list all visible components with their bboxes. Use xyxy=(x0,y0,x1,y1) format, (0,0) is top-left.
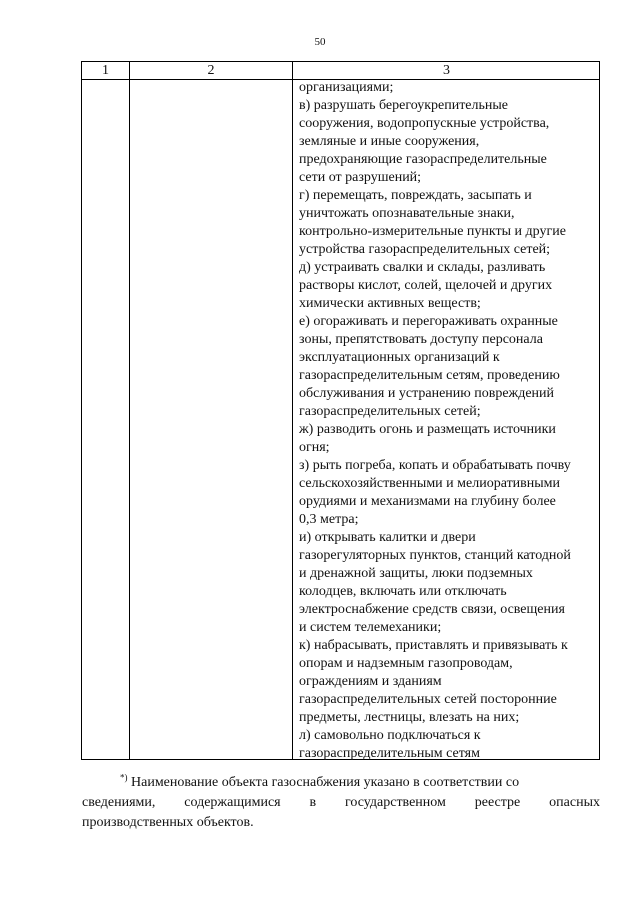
regulation-line: и дренажной защиты, люки подземных xyxy=(299,566,533,581)
regulation-line: газораспределительным сетям xyxy=(299,746,480,761)
regulation-line: ограждениям и зданиям xyxy=(299,674,442,689)
column-divider xyxy=(129,62,130,759)
regulation-line: к) набрасывать, приставлять и привязывать к xyxy=(299,638,568,653)
regulation-line: эксплуатационных организаций к xyxy=(299,350,500,365)
regulation-line: обслуживания и устранению повреждений xyxy=(299,386,555,401)
regulation-line: ж) разводить огонь и размещать источники xyxy=(299,422,556,437)
regulation-line: л) самовольно подключаться к xyxy=(299,728,481,743)
regulation-line: зоны, препятствовать доступу персонала xyxy=(299,332,543,347)
regulation-line: газораспределительных сетей посторонние xyxy=(299,692,557,707)
footnote-marker: *) xyxy=(120,772,128,783)
column-header-1: 1 xyxy=(102,63,109,78)
footnote-line-1 xyxy=(82,773,600,793)
regulation-line: колодцев, включать или отключать xyxy=(299,584,507,599)
regulation-line: газораспределительных сетей; xyxy=(299,404,481,419)
regulation-line: в) разрушать берегоукрепительные xyxy=(299,98,509,113)
regulation-line: предохраняющие газораспределительные xyxy=(299,152,547,167)
regulation-line: газорегуляторных пунктов, станций катодной xyxy=(299,548,571,563)
footnote-word: государственном xyxy=(345,795,446,810)
footnote-word: сведениями, xyxy=(82,795,156,810)
regulation-line: устройства газораспределительных сетей; xyxy=(299,242,551,257)
regulation-line: з) рыть погреба, копать и обрабатывать почву xyxy=(299,458,571,473)
column-header-3: 3 xyxy=(443,63,450,78)
footnote-word: содержащимися xyxy=(184,795,281,810)
regulation-line: огня; xyxy=(299,440,330,455)
regulation-line: е) огораживать и перегораживать охранные xyxy=(299,314,558,329)
footnote-text-1: Наименование объекта газоснабжения указано в соответствии со xyxy=(131,775,520,790)
footnote-word: реестре xyxy=(474,795,521,810)
footnote-word: опасных xyxy=(549,795,600,810)
footnote-line-3: производственных объектов. xyxy=(82,815,254,830)
regulation-line: земляные и иные сооружения, xyxy=(299,134,480,149)
column-divider xyxy=(292,62,293,759)
regulation-line: и систем телемеханики; xyxy=(299,620,442,635)
regulation-line: д) устраивать свалки и склады, разливать xyxy=(299,260,546,275)
footnote xyxy=(82,773,600,833)
regulation-line: 0,3 метра; xyxy=(299,512,359,527)
footnote-word: в xyxy=(309,795,317,810)
regulation-line: предметы, лестницы, влезать на них; xyxy=(299,710,520,725)
regulation-line: сооружения, водопропускные устройства, xyxy=(299,116,550,131)
regulation-line: контрольно-измерительные пункты и другие xyxy=(299,224,566,239)
column-header-2: 2 xyxy=(207,63,215,78)
regulation-line: опорам и надземным газопроводам, xyxy=(299,656,513,671)
column-3-content xyxy=(299,79,599,763)
regulation-line: уничтожать опознавательные знаки, xyxy=(299,206,515,221)
regulation-line: г) перемещать, повреждать, засыпать и xyxy=(299,188,532,203)
regulation-line: сети от разрушений; xyxy=(299,170,422,185)
footnote-line-2 xyxy=(82,793,600,813)
regulation-line: растворы кислот, солей, щелочей и других xyxy=(299,278,553,293)
regulation-line: и) открывать калитки и двери xyxy=(299,530,476,545)
page-number: 50 xyxy=(314,36,326,48)
regulation-line: электроснабжение средств связи, освещения xyxy=(299,602,565,617)
regulation-line: сельскохозяйственными и мелиоративными xyxy=(299,476,561,491)
regulation-line: организациями; xyxy=(299,80,394,95)
regulation-line: химически активных веществ; xyxy=(299,296,481,311)
regulation-line: орудиями и механизмами на глубину более xyxy=(299,494,556,509)
regulation-table xyxy=(81,61,600,760)
regulation-line: газораспределительным сетям, проведению xyxy=(299,368,560,383)
